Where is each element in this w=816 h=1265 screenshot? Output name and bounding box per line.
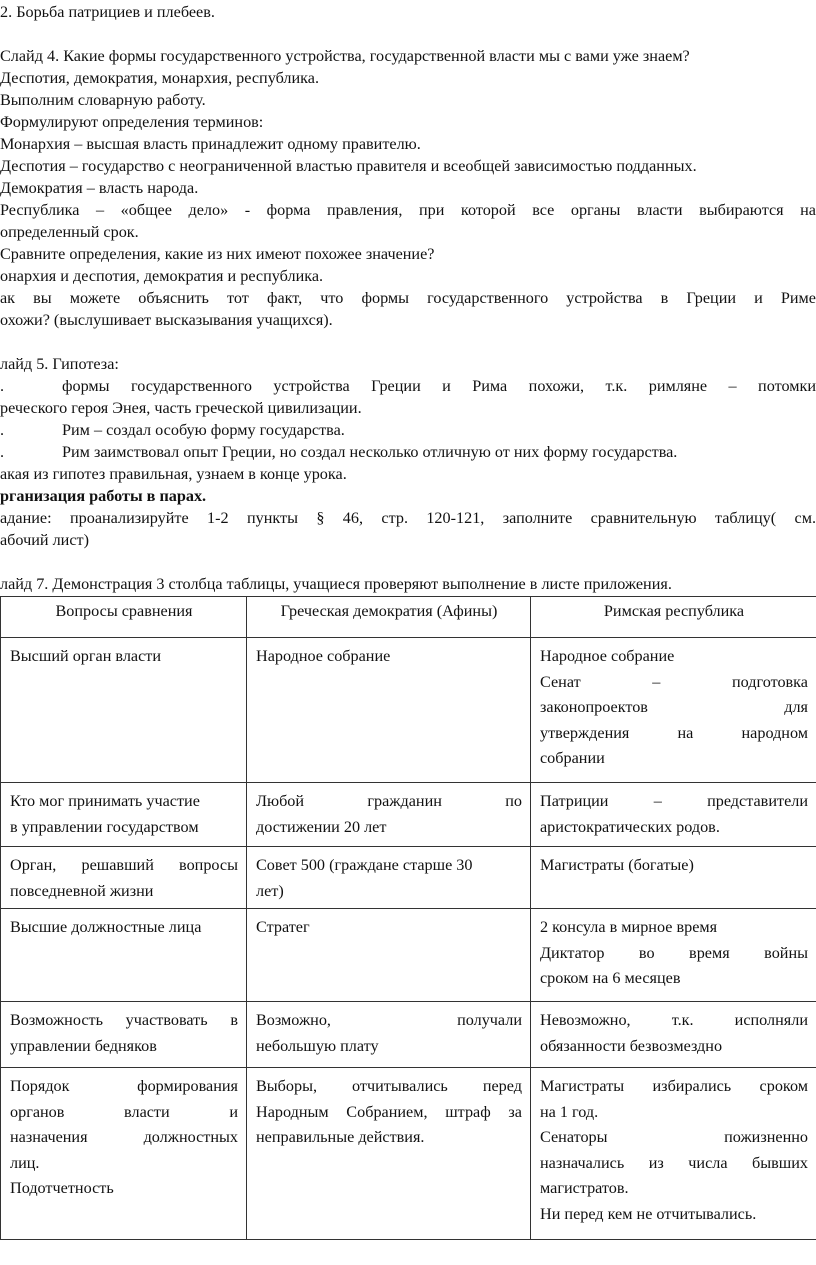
hypothesis-1 (0, 375, 816, 397)
table-cell (247, 847, 531, 909)
cell-text: Патриции – представители (540, 792, 808, 810)
cell-text: Народным Собранием, штраф за (256, 1102, 522, 1121)
table-cell (1, 1002, 247, 1068)
list-marker: . (0, 421, 5, 439)
table-row (1, 783, 816, 847)
table-cell (531, 847, 816, 909)
hypothesis-1-text: формы государственного устройства Греции и Рима похожи, т.к. римляне – потомки (62, 377, 816, 395)
definition-monarchy: Монархия – высшая власть принадлежит одному правителю. (0, 135, 421, 153)
cell-text: Магистраты (богатые) (540, 856, 694, 874)
definition-democracy: Демократия – власть народа. (0, 179, 199, 197)
table-cell (531, 783, 816, 847)
header-roman: Римская республика (531, 597, 816, 638)
table-row (1, 909, 816, 1002)
cell-text: повседневной жизни (10, 881, 154, 900)
cell-text: назначения должностных (10, 1128, 238, 1146)
slide-5-heading: лайд 5. Гипотеза: (0, 355, 119, 373)
hypothesis-1-cont: реческого героя Энея, часть греческой цивилизации. (0, 399, 362, 417)
table-row (1, 847, 816, 909)
cell-text: Диктатор во время войны (540, 943, 808, 962)
table-cell (247, 638, 531, 783)
cell-text: Совет 500 (граждане старше 30 (256, 856, 473, 874)
table-cell (1, 638, 247, 783)
table-cell (531, 1068, 816, 1240)
table-cell (1, 909, 247, 1002)
cell-text: магистратов. (540, 1179, 629, 1197)
table-cell (247, 1002, 531, 1068)
cell-text: утверждения на народном (540, 723, 808, 742)
section-heading: 2. Борьба патрициев и плебеев. (0, 3, 215, 21)
list-marker: . (0, 443, 5, 461)
table-cell (531, 909, 816, 1002)
table-cell (1, 1068, 247, 1240)
cell-text: Народное собрание (256, 647, 391, 665)
cell-text: собрании (540, 749, 605, 767)
cell-text: неправильные действия. (256, 1128, 425, 1146)
cell-text: Невозможно, т.к. исполняли (540, 1011, 808, 1029)
table-row (1, 638, 816, 783)
cell-text: Стратег (256, 918, 310, 936)
table-cell (1, 783, 247, 847)
table-cell (247, 909, 531, 1002)
table-cell (247, 783, 531, 847)
cell-text: Орган, решавший вопросы (10, 856, 238, 874)
cell-text: органов власти и (10, 1102, 238, 1121)
cell-text: Выборы, отчитывались перед (256, 1077, 522, 1095)
definition-despotism: Деспотия – государство с неограниченной властью правителя и всеобщей зависимостью подданных. (0, 157, 697, 175)
cell-text: Высшие должностные лица (10, 918, 202, 936)
task-text: адание: проанализируйте 1-2 пункты § 46, стр. 120-121, заполните сравнительную таблицу( см. (0, 509, 816, 527)
cell-text: аристократических родов. (540, 817, 720, 836)
hypothesis-2 (0, 419, 816, 441)
table-row (1, 1068, 816, 1240)
definitions-intro: Формулируют определения терминов: (0, 113, 264, 131)
table-header-row (1, 597, 816, 638)
cell-text: Сенаторы пожизненно (540, 1128, 808, 1146)
cell-text: Ни перед кем не отчитывались. (540, 1204, 757, 1223)
compare-question: Сравните определения, какие из них имеют похожее значение? (0, 245, 435, 263)
forms-list: Деспотия, демократия, монархия, республика. (0, 69, 319, 87)
compare-answer: онархия и деспотия, демократия и республика. (0, 267, 324, 285)
cell-text: сроком на 6 месяцев (540, 969, 681, 987)
cell-text: Кто мог принимать участие (10, 792, 200, 810)
cell-text: лиц. (10, 1153, 40, 1172)
comparison-table (0, 596, 816, 1240)
definition-republic-cont: определенный срок. (0, 223, 139, 241)
cell-text: Высший орган власти (10, 647, 162, 665)
table-cell (247, 1068, 531, 1240)
header-questions: Вопросы сравнения (1, 597, 247, 638)
cell-text: Порядок формирования (10, 1077, 238, 1095)
cell-text: Возможно, получали (256, 1011, 522, 1029)
vocabulary-task: Выполним словарную работу. (0, 91, 206, 109)
slide-4-question: Слайд 4. Какие формы государственного устройства, государственной власти мы с вами уже знаем? (0, 47, 690, 65)
cell-text: небольшую плату (256, 1036, 379, 1055)
cell-text: в управлении государством (10, 817, 199, 836)
table-row (1, 1002, 816, 1068)
cell-text: управлении бедняков (10, 1036, 157, 1055)
hypothesis-2-text: Рим – создал особую форму государства. (62, 421, 345, 439)
table-cell (1, 847, 247, 909)
cell-text: Возможность участвовать в (10, 1011, 238, 1029)
cell-text: Сенат – подготовка (540, 672, 808, 691)
header-greek: Греческая демократия (Афины) (247, 597, 531, 638)
pair-work-heading: рганизация работы в парах. (0, 487, 207, 505)
explain-question: ак вы можете объяснить тот факт, что формы государственного устройства в Греции и Риме (0, 289, 816, 307)
slide-7-text: лайд 7. Демонстрация 3 столбца таблицы, учащиеся проверяют выполнение в листе приложения. (0, 575, 672, 593)
hypothesis-check: акая из гипотез правильная, узнаем в конце урока. (0, 465, 347, 483)
list-marker: . (0, 377, 5, 395)
task-text-cont: абочий лист) (0, 531, 89, 549)
cell-text: Любой гражданин по (256, 792, 522, 810)
cell-text: Магистраты избирались сроком (540, 1077, 808, 1095)
cell-text: Народное собрание (540, 647, 675, 665)
hypothesis-3-text: Рим заимствовал опыт Греции, но создал несколько отличную от них форму государства. (62, 443, 678, 461)
cell-text: обязанности безвозмездно (540, 1036, 723, 1055)
cell-text: 2 консула в мирное время (540, 918, 718, 936)
cell-text: лет) (256, 881, 284, 900)
cell-text: Подотчетность (10, 1179, 114, 1197)
cell-text: достижении 20 лет (256, 817, 387, 836)
explain-question-cont: охожи? (выслушивает высказывания учащихся). (0, 311, 333, 329)
cell-text: законопроектов для (540, 698, 808, 716)
definition-republic: Республика – «общее дело» - форма правления, при которой все органы власти выбираются на (0, 201, 816, 219)
hypothesis-3 (0, 441, 816, 463)
cell-text: на 1 год. (540, 1102, 599, 1121)
cell-text: назначались из числа бывших (540, 1153, 808, 1172)
table-cell (531, 638, 816, 783)
table-cell (531, 1002, 816, 1068)
